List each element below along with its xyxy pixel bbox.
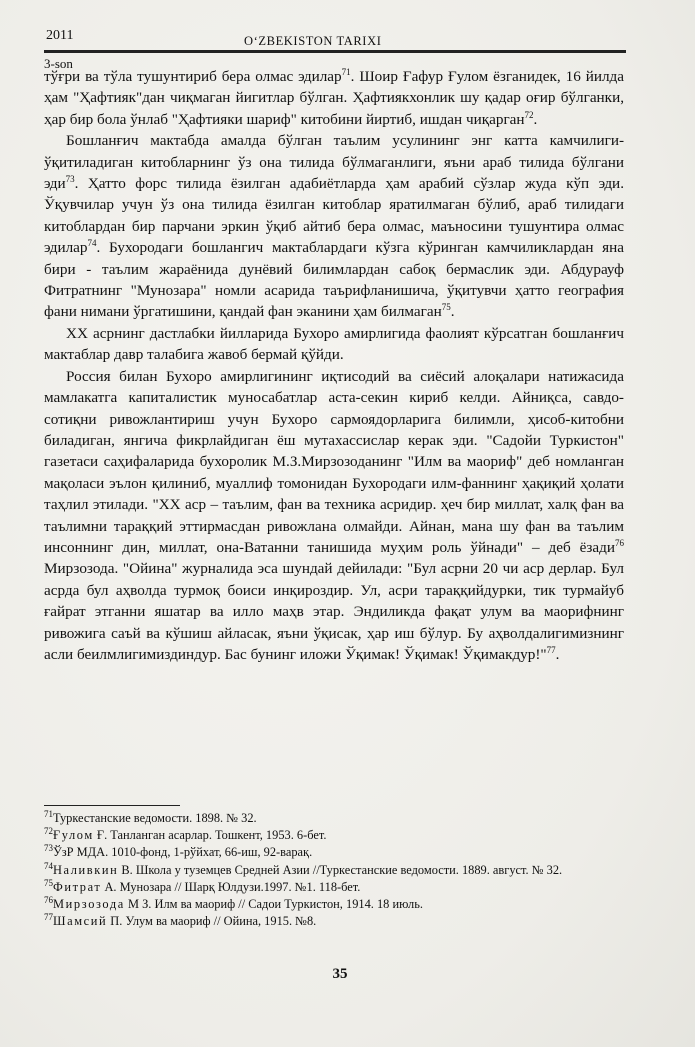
paragraph — [44, 66, 624, 130]
footnote-ref: 75 — [441, 302, 451, 313]
header-rule — [44, 50, 626, 53]
paragraph-text: . — [450, 303, 455, 321]
paragraph-text: Бошланғич мактабда амалда бўлган таълим усулининг энг катта камчилиги-ўқитиладиган китобларнинг ўз она тилида бўлмаганлиги, яъни араб тилида бўлгани эди — [44, 132, 624, 193]
footnote-text: Ғ. Танланган асарлар. Тошкент, 1953. 6-бет. — [93, 828, 327, 843]
footnote — [44, 862, 622, 879]
issue-number: 3-son — [44, 56, 73, 71]
footnote-ref: 71 — [341, 66, 351, 77]
paragraph — [44, 130, 624, 323]
paragraph-text: . Ҳатто форс тилида ёзилган адабиётларда ҳам арабий сўзлар жуда кўп эди. Ўқувчилар учун ўз она тилида ёзилган китоблар яратилмаган бўлиб, араб тилидаги китоблардан бир парчани эркин ўқиб айтиб бера олмас, маъносини тушунтира олмас эдилар — [44, 175, 624, 257]
footnote-ref: 76 — [615, 537, 624, 548]
footnote-text: ЎзР МДА. 1010-фонд, 1-рўйхат, 66-иш, 92-варақ. — [53, 845, 313, 860]
footnote-text: П. Улум ва маориф // Ойина, 1915. №8. — [107, 914, 317, 929]
paragraph-text: . Бухородаги бошлангич мактаблардаги кўзга кўринган камчиликлардан яна бири - таълим жараёнида дунёвий билимлардан сабоқ бермаслик эди. Абдурауф Фитратнинг "Мунозара" номли асарида таърифланишича, ўқитувчи ҳатто география фани нимани ўргатишини, қандай фан эканини ҳам билмаган — [44, 239, 624, 321]
footnote — [44, 879, 622, 896]
footnote-text: А. Мунозара // Шарқ Юлдузи.1997. №1. 118-бет. — [101, 879, 361, 894]
footnote — [44, 827, 622, 844]
footnote — [44, 913, 622, 930]
footnote-separator — [44, 805, 180, 806]
footnote-text: М З. Илм ва маориф // Садои Туркистон, 1914. 18 июль. — [124, 897, 423, 912]
footnotes — [44, 810, 622, 930]
footnote-author: Фитрат — [53, 879, 102, 894]
page-header — [44, 24, 626, 54]
footnote-number: 72 — [44, 826, 53, 837]
paragraph-text: . Шоир Ғафур Ғулом ёзганидек, 16 йилда ҳам "Ҳафтияк"дан чиқмаган йигитлар бўлган. Ҳафтиякхонлик шу қадар оғир бўлганки, ҳар бир бола ўнлаб "Ҳафтияки шариф" китобини йиртиб, ишдан чиқарган — [44, 68, 625, 128]
paragraph — [44, 323, 624, 366]
article-body — [44, 66, 624, 665]
paragraph-text: . — [533, 110, 538, 128]
footnote-number: 73 — [44, 843, 53, 854]
journal-title: O‘ZBEKISTON TARIXI — [244, 34, 382, 48]
footnote-text: В. Школа у туземцев Средней Азии //Туркестанские ведомости. 1889. август. № 32. — [118, 862, 563, 877]
paragraph-text: Россия билан Бухоро амирлигининг иқтисодий ва сиёсий алоқалари натижасида мамлакатга капиталистик муносабатлар аста-секин кириб келди. Айниқса, савдо-сотиқни ривожлантириш учун Бухоро сармоядорларига билимли, ҳисоб-китобни биладиган, янгича фикрлайдиган ёш мутахассислар керак эди. "Садойи Туркистон" газетаси саҳифаларида бухоролик М.З.Мирзозоданинг "Илм ва маориф" деб номланган мақоласи эълон қилиниб, муаллиф томонидан Бухородаги илм-фаннинг ҳақиқий ҳолати таҳлил этилади. "XX аср – таълим, фан ва техника асридир. ҳеч бир миллат, халқ фан ва таълимни тараққий эттирмасдан ривожлана олмайди. Айнан, мана шу фан ва таълим инсоннинг дин, миллат, она-Ватанни танишида муҳим роль ўйнади" – деб ёзади — [44, 367, 624, 556]
footnote-number: 77 — [44, 912, 53, 923]
footnote-author: Мирзозода — [53, 897, 125, 912]
header-year: 2011 — [46, 28, 74, 43]
footnote-number: 74 — [44, 860, 53, 871]
footnote-number: 75 — [44, 877, 53, 888]
paragraph — [44, 366, 624, 666]
paragraph-text: . — [555, 645, 560, 663]
footnote-number: 76 — [44, 894, 53, 905]
footnote — [44, 896, 622, 913]
paragraph-text: тўғри ва тўла тушунтириб бера олмас эдилар — [44, 68, 342, 85]
footnote — [44, 844, 622, 861]
footnote-ref: 73 — [65, 173, 75, 184]
footnote-author: Наливкин — [53, 862, 119, 877]
footnote-ref: 72 — [524, 109, 534, 120]
paragraph-text: Мирзозода. "Ойина" журналида эса шундай дейилади: "Бул асрни 20 чи аср дерлар. Бул асрда бул аҳволда турмоқ боиси инқироздир. Ул, асри тараққийдурки, тик турмайуб ғайрат этганни яшатар ва илло маҳв этар. Эндиликда фақат улум ва маорифнинг ривожига саъй ва кўшиш айласак, яъни ўқисак, ҳар иш бўлур. Бу аҳволдалигимизнинг асли беилмлигимиздиндур. Бас бунинг иложи Ўқимак! Ўқимак! Ўқимакдур!" — [44, 560, 624, 663]
paragraph-text: XX асрнинг дастлабки йилларида Бухоро амирлигида фаолият кўрсатган бошланғич мактаблар давр талабига жавоб бермай қўйди. — [44, 324, 624, 364]
footnote-ref: 74 — [87, 238, 97, 249]
footnote-number: 71 — [44, 808, 53, 819]
footnote-author: Шамсий — [53, 914, 108, 929]
footnote-text: Туркестанские ведомости. 1898. № 32. — [53, 811, 257, 825]
footnote-author: Ғулом — [53, 828, 94, 843]
page-number: 35 — [332, 966, 348, 982]
footnote — [44, 810, 622, 827]
footnote-ref: 77 — [546, 644, 556, 655]
